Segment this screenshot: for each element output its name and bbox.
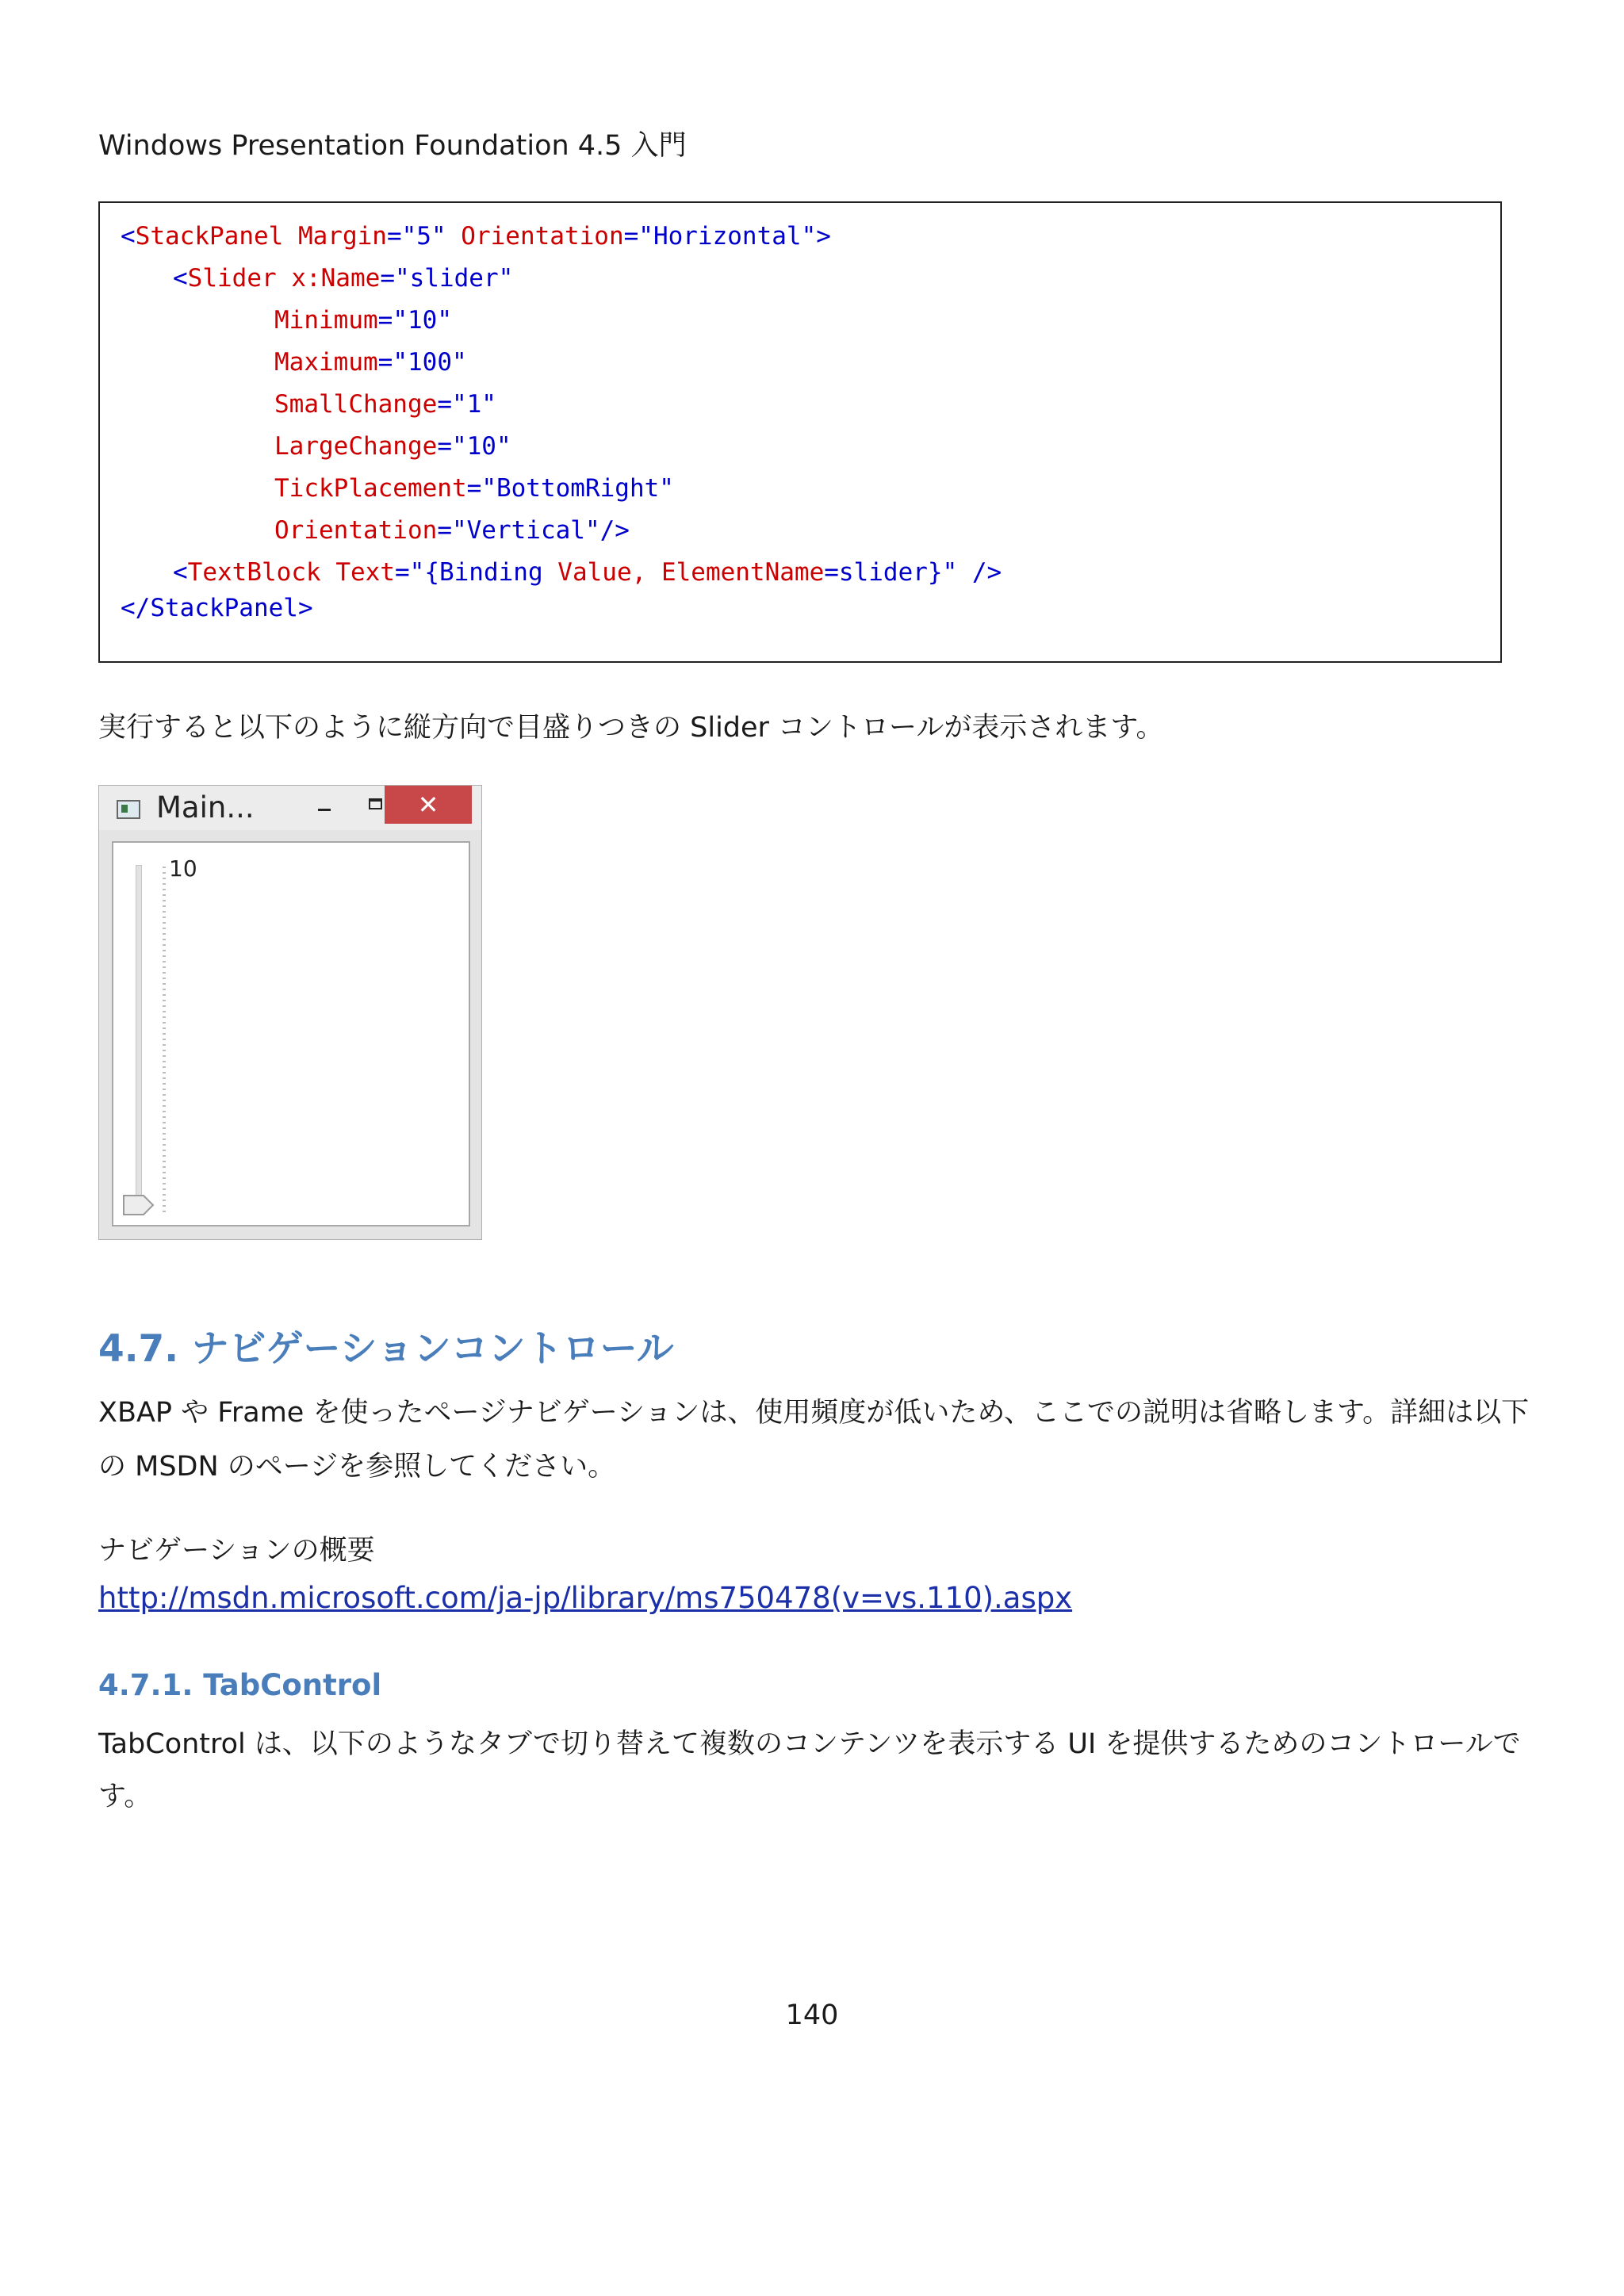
code-token: = (380, 264, 395, 293)
code-token: "{Binding (409, 558, 543, 587)
code-token: /> (957, 558, 1002, 587)
subsection-body-line-1: TabControl は、以下のようなタブで切り替えて複数のコンテンツを表示する UI を提供するためのコントロールで (98, 1728, 1521, 1760)
code-token: = (437, 432, 452, 461)
section-heading: 4.7. ナビゲーションコントロール (98, 1327, 674, 1371)
code-token: = (437, 390, 452, 419)
code-token: "100" (393, 348, 467, 377)
code-token: "1" (451, 390, 496, 419)
code-line-5 (274, 388, 496, 420)
code-line-4 (274, 346, 467, 378)
code-token: "Horizontal" (638, 222, 817, 251)
subsection-body-line-2: す。 (98, 1781, 152, 1812)
code-token: < (173, 558, 188, 587)
code-line-2 (173, 262, 513, 294)
code-line-7 (274, 473, 674, 504)
code-token: Maximum (274, 348, 378, 377)
code-token: = (386, 222, 402, 251)
code-token: TickPlacement (274, 474, 467, 503)
code-line-1 (121, 220, 831, 252)
slider-track[interactable] (136, 865, 142, 1215)
code-token: Minimum (274, 306, 378, 335)
code-token: "Vertical" (451, 516, 600, 545)
close-button[interactable]: ✕ (385, 786, 472, 824)
code-token: "slider" (394, 264, 514, 293)
code-token: "10" (451, 432, 511, 461)
code-token: Slider (187, 264, 277, 293)
code-token: = (394, 558, 410, 587)
code-line-8 (274, 515, 630, 546)
app-icon (117, 800, 140, 819)
code-token: Orientation (274, 516, 438, 545)
code-block (98, 201, 1502, 663)
code-token: = (377, 306, 393, 335)
minimize-icon[interactable] (297, 786, 348, 824)
code-token: = (623, 222, 639, 251)
code-token: Margin (283, 222, 387, 251)
paragraph-slider-intro: 実行すると以下のように縦方向で目盛りつきの Slider コントロールが表示されます。 (98, 712, 1164, 744)
sample-window (98, 785, 482, 1240)
section-body-line-1: XBAP や Frame を使ったページナビゲーションは、使用頻度が低いため、ここでの説明は省略します。詳細は以下 (98, 1397, 1530, 1429)
code-token: < (173, 264, 188, 293)
code-token: Text (320, 558, 395, 587)
window-client-area (112, 841, 470, 1226)
code-line-6 (274, 430, 511, 462)
code-token: > (816, 222, 831, 251)
subsection-heading: 4.7.1. TabControl (98, 1668, 382, 1702)
slider-tick-marks (163, 867, 166, 1215)
code-token: < (121, 222, 136, 251)
code-token: StackPanel (135, 222, 284, 251)
code-token: Value, ElementName (542, 558, 825, 587)
code-token: /> (599, 516, 630, 545)
code-line-3 (274, 304, 452, 336)
slider-thumb[interactable] (123, 1195, 155, 1215)
code-token: = (437, 516, 452, 545)
code-token: x:Name (276, 264, 381, 293)
code-token: "5" (401, 222, 446, 251)
code-token: LargeChange (274, 432, 438, 461)
code-token: slider}" (838, 558, 958, 587)
code-token: "BottomRight" (481, 474, 674, 503)
code-token: TextBlock (187, 558, 321, 587)
window-title: Main... (156, 790, 255, 825)
code-token: "10" (393, 306, 452, 335)
link-title: ナビゲーションの概要 (98, 1535, 375, 1567)
window-titlebar[interactable] (99, 786, 481, 830)
slider-value-text: 10 (169, 855, 197, 882)
code-line-9 (173, 557, 1002, 588)
page-number: 140 (785, 1999, 839, 2031)
code-token: Orientation (446, 222, 624, 251)
section-body-line-2: の MSDN のページを参照してください。 (98, 1451, 616, 1483)
code-token: SmallChange (274, 390, 438, 419)
code-line-10: </StackPanel> (121, 594, 313, 622)
code-token: = (824, 558, 839, 587)
running-header: Windows Presentation Foundation 4.5 入門 (98, 130, 687, 162)
code-token: = (377, 348, 393, 377)
code-token: = (466, 474, 482, 503)
msdn-link[interactable]: http://msdn.microsoft.com/ja-jp/library/ms750478(v=vs.110).aspx (98, 1581, 1073, 1615)
